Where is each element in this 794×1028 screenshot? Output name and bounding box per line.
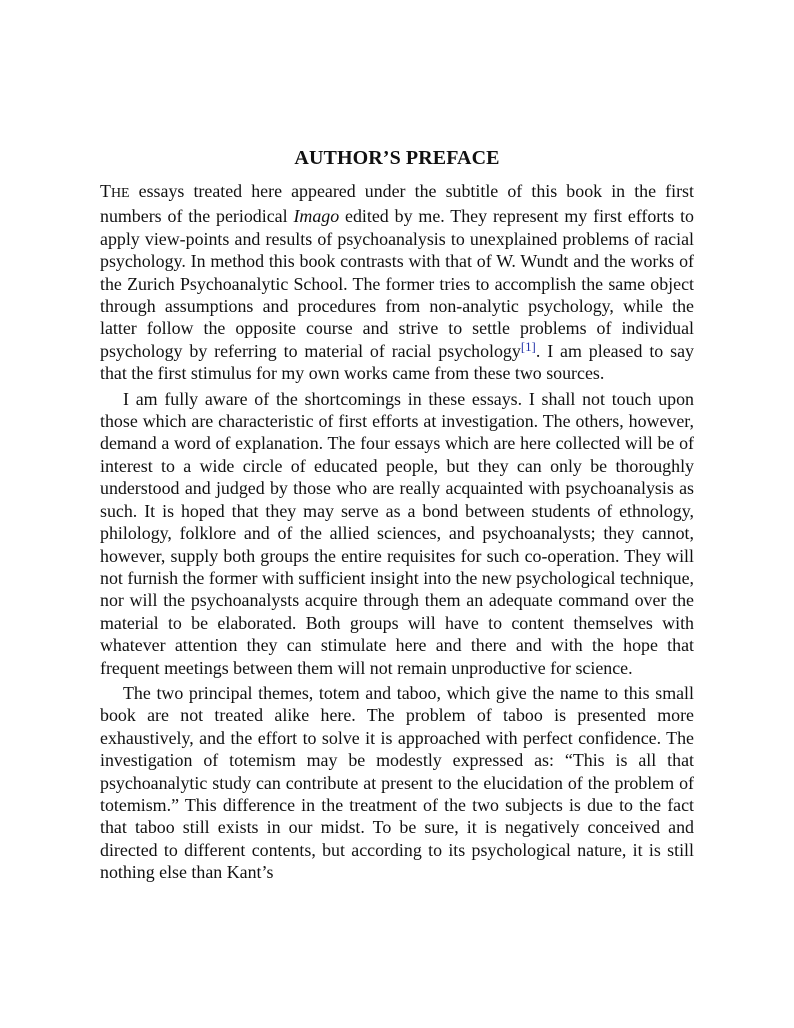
journal-title-italic: Imago [293,206,340,227]
footnote-link[interactable]: [1] [520,340,536,355]
page-title: AUTHOR’S PREFACE [294,147,500,169]
document-page [100,145,694,887]
paragraph-2: I am fully aware of the shortcomings in these essays. I shall not touch upon those which are characteristic of first efforts at investigation. The others, however, demand a word of explanation. The four essays which are here collected will be of interest to a wide circle of educated people, but they can only be thoroughly understood and judged by those who are really acquainted with psychoanalysis as such. It is hoped that they may serve as a bond between students of ethnology, philology, folklore and of the allied sciences, and psychoanalysts; they cannot, however, supply both groups the entire requisites for such co-operation. They will not furnish the former with sufficient insight into the new psychological technique, nor will the psychoanalysts acquire through them an adequate command over the material to be elaborated. Both groups will have to content themselves with whatever attention they can stimulate here and there and with the hope that frequent meetings between them will not remain unproductive for science. [100,388,694,678]
paragraph-1-text-c: . I am pleased to say that the first stimulus for my own works came from these two sources. [100,340,694,384]
paragraph-1-text-b: edited by me. They represent my first efforts to apply view-points and results of psychoanalysis to unexplained problems of racial psychology. In method this book contrasts with that of W. Wundt and the works of the Zurich Psychoanalytic School. The former tries to accomplish the same object through assumptions and procedures from non-analytic psychology, while the latter follow the opposite course and strive to settle problems of individual psychology by referring to material of racial psychology [100,206,694,361]
paragraph-1-text-a: essays treated here appeared under the subtitle of this book in the first numbers of the periodical [100,181,694,227]
dropcap-smallcaps: HE [110,186,130,201]
paragraph-1 [100,180,694,385]
dropcap-letter: T [100,181,111,201]
paragraph-3: The two principal themes, totem and taboo, which give the name to this small book are not treated alike here. The problem of taboo is presented more exhaustively, and the effort to solve it is approached with perfect confidence. The investigation of totemism may be modestly expressed as: “This is all that psychoanalytic study can contribute at present to the elucidation of the problem of totemism.” This difference in the treatment of the two subjects is due to the fact that taboo still exists in our midst. To be sure, it is negatively conceived and directed to different contents, but according to its psychological nature, it is still nothing else than Kant’s [100,682,694,883]
